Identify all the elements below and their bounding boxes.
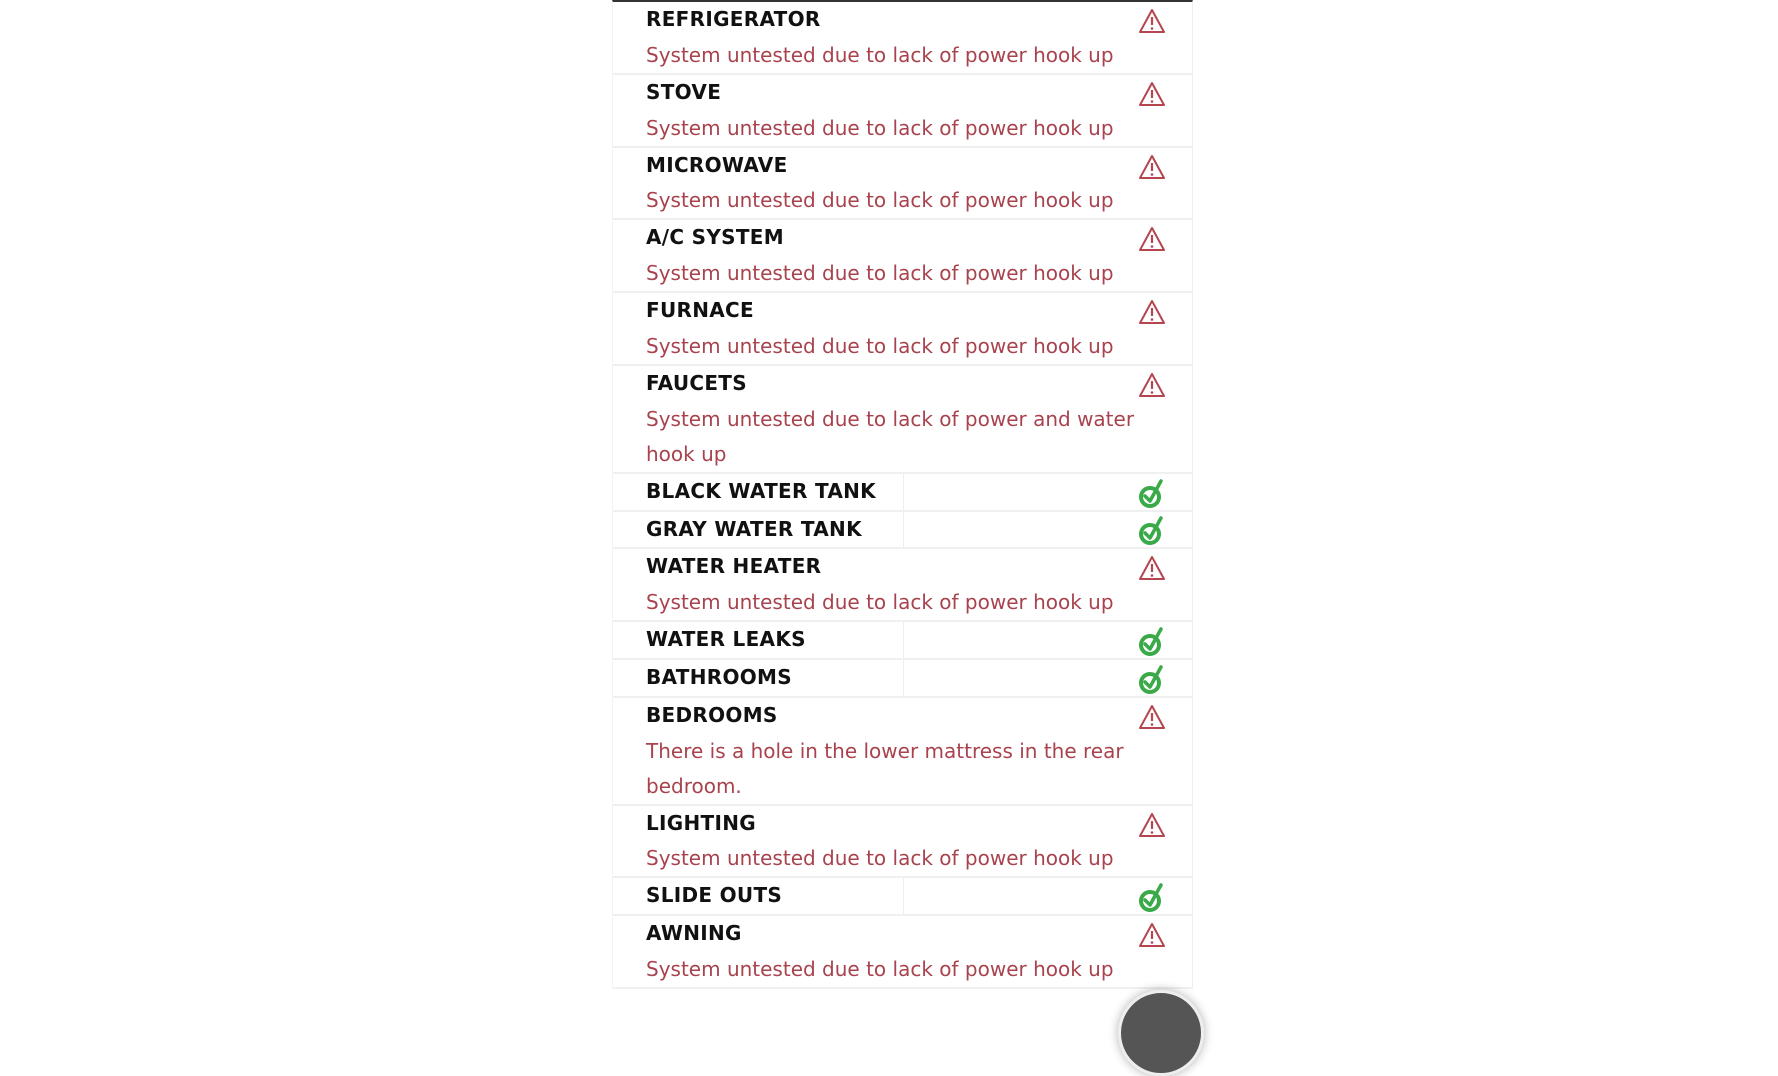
- warning-triangle-icon: [1138, 154, 1166, 180]
- column-divider: [903, 512, 904, 548]
- warning-triangle-icon: [1138, 555, 1166, 581]
- list-item: [613, 75, 1192, 148]
- check-circle-icon: [1138, 627, 1166, 653]
- column-divider: [903, 660, 904, 696]
- warning-triangle-icon: [1138, 226, 1166, 252]
- item-title: LIGHTING: [646, 810, 756, 835]
- check-circle-icon: [1138, 883, 1166, 909]
- item-title: A/C SYSTEM: [646, 225, 784, 250]
- list-item: [613, 549, 1192, 622]
- list-item: [613, 220, 1192, 293]
- list-item: [613, 660, 1192, 698]
- item-title: WATER LEAKS: [646, 627, 806, 652]
- list-item: [613, 2, 1192, 75]
- item-description: System untested due to lack of power hook up: [646, 42, 1114, 67]
- list-item: [613, 622, 1192, 660]
- item-description: System untested due to lack of power hook up: [646, 261, 1114, 286]
- item-title: FURNACE: [646, 298, 754, 323]
- list-item: [613, 878, 1192, 916]
- warning-triangle-icon: [1138, 812, 1166, 838]
- item-description: System untested due to lack of power hook up: [646, 956, 1114, 981]
- item-title: BEDROOMS: [646, 702, 778, 727]
- item-title: GRAY WATER TANK: [646, 516, 862, 541]
- item-title: AWNING: [646, 921, 742, 946]
- item-title: MICROWAVE: [646, 152, 788, 177]
- check-circle-icon: [1138, 516, 1166, 542]
- list-item: [613, 474, 1192, 512]
- column-divider: [903, 474, 904, 510]
- list-item: [613, 698, 1192, 806]
- warning-triangle-icon: [1138, 8, 1166, 34]
- item-description: System untested due to lack of power hook up: [646, 188, 1114, 213]
- warning-triangle-icon: [1138, 81, 1166, 107]
- warning-triangle-icon: [1138, 704, 1166, 730]
- item-description: System untested due to lack of power hook up: [646, 115, 1114, 140]
- item-title: BLACK WATER TANK: [646, 478, 876, 503]
- list-item: [613, 366, 1192, 474]
- item-title: WATER HEATER: [646, 554, 822, 579]
- item-description: System untested due to lack of power hook up: [646, 590, 1114, 615]
- list-item: [613, 293, 1192, 366]
- list-item: [613, 916, 1192, 989]
- list-item: [613, 148, 1192, 221]
- item-title: REFRIGERATOR: [646, 7, 821, 31]
- check-circle-icon: [1138, 479, 1166, 505]
- item-title: STOVE: [646, 79, 722, 104]
- item-description: System untested due to lack of power hook up: [646, 846, 1114, 871]
- item-description: System untested due to lack of power and water hook up: [646, 406, 1135, 466]
- item-title: FAUCETS: [646, 370, 747, 395]
- column-divider: [903, 878, 904, 914]
- warning-triangle-icon: [1138, 922, 1166, 948]
- item-title: SLIDE OUTS: [646, 883, 783, 908]
- inspection-list: [612, 0, 1193, 989]
- warning-triangle-icon: [1138, 299, 1166, 325]
- warning-triangle-icon: [1138, 372, 1166, 398]
- item-title: BATHROOMS: [646, 664, 792, 689]
- item-description: System untested due to lack of power hook up: [646, 333, 1114, 358]
- list-item: [613, 512, 1192, 550]
- check-circle-icon: [1138, 665, 1166, 691]
- column-divider: [903, 622, 904, 658]
- list-item: [613, 806, 1192, 879]
- floating-action-button[interactable]: [1118, 990, 1204, 1076]
- item-description: There is a hole in the lower mattress in the rear bedroom.: [646, 738, 1124, 798]
